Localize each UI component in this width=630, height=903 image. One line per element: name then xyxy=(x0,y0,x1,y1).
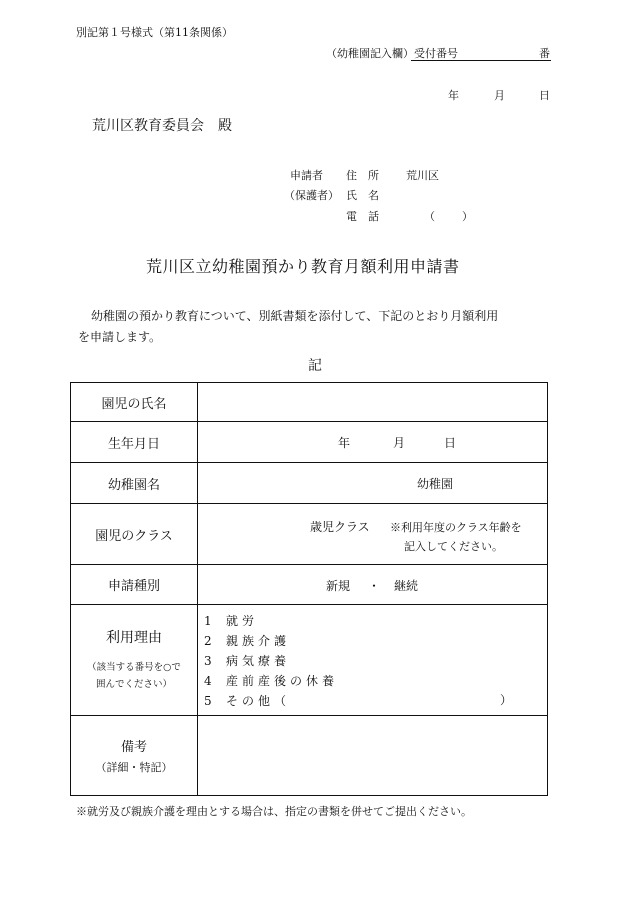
reason-item[interactable]: 2 親族介護 xyxy=(204,634,291,648)
reason-other-close: ） xyxy=(500,693,513,707)
class-field[interactable] xyxy=(198,504,548,565)
row-reason xyxy=(71,605,548,716)
birth-month: 月 xyxy=(393,436,406,450)
remarks-label: 備考 xyxy=(120,740,147,755)
birth-year: 年 xyxy=(338,436,351,450)
remarks-sub: （詳細・特記） xyxy=(95,761,173,774)
reason-field[interactable] xyxy=(198,605,548,716)
address-value[interactable]: 荒川区 xyxy=(406,169,439,182)
kindergarten-label: 幼稚園名 xyxy=(71,463,198,504)
reason-note-1: （該当する番号を○で xyxy=(87,662,181,673)
guardian-label: （保護者） xyxy=(284,189,339,202)
birthdate-label: 生年月日 xyxy=(71,422,198,463)
intro-line-1: 幼稚園の預かり教育について、別紙書類を添付して、下記のとおり月額利用 xyxy=(91,309,499,323)
phone-paren-close: ） xyxy=(462,210,473,223)
type-new[interactable]: 新規 xyxy=(326,579,351,593)
reason-list xyxy=(204,611,338,711)
application-type-label: 申請種別 xyxy=(71,565,198,605)
reason-label-cell xyxy=(71,605,198,716)
phone-paren-open: （ xyxy=(424,210,435,223)
footnote: ※就労及び親族介護を理由とする場合は、指定の書類を併せてご提出ください。 xyxy=(76,805,472,818)
row-child-name xyxy=(71,383,548,422)
ki-heading: 記 xyxy=(308,358,322,374)
row-application-type xyxy=(71,565,548,605)
reception-number-field[interactable] xyxy=(411,60,551,61)
addressee: 荒川区教育委員会 殿 xyxy=(92,118,232,134)
office-use-note xyxy=(326,45,458,61)
application-table xyxy=(70,382,548,796)
number-suffix: 番 xyxy=(539,47,550,60)
class-label: 園児のクラス xyxy=(71,504,198,565)
reason-item[interactable]: 4 産前産後の休養 xyxy=(204,674,339,688)
date-year: 年 xyxy=(448,89,459,102)
type-continue[interactable]: 継続 xyxy=(394,579,419,593)
reception-number-label: （幼稚園記入欄）受付番号 xyxy=(326,47,458,60)
reason-note-2: 囲んでください） xyxy=(95,679,172,690)
row-kindergarten xyxy=(71,463,548,504)
name-label: 氏 名 xyxy=(346,189,379,202)
row-remarks xyxy=(71,716,548,796)
reason-item[interactable]: 3 病気療養 xyxy=(204,654,291,668)
class-suffix: 歳児クラス xyxy=(310,520,370,534)
remarks-label-cell xyxy=(71,716,198,796)
row-birthdate xyxy=(71,422,548,463)
kindergarten-suffix: 幼稚園 xyxy=(417,477,454,491)
birthdate-field[interactable] xyxy=(198,422,548,463)
class-note-1: ※利用年度のクラス年齢を xyxy=(390,521,522,534)
kindergarten-field[interactable] xyxy=(198,463,548,504)
phone-label: 電 話 xyxy=(346,210,379,223)
type-separator: ・ xyxy=(368,579,381,593)
address-label: 住 所 xyxy=(346,169,379,182)
reason-item[interactable]: 5 その他（ xyxy=(204,694,291,708)
intro-line-2: を申請します。 xyxy=(78,330,162,344)
date-day: 日 xyxy=(539,89,550,102)
reason-item[interactable]: 1 就労 xyxy=(204,614,259,628)
child-name-field[interactable] xyxy=(198,383,548,422)
row-class xyxy=(71,504,548,565)
child-name-label: 園児の氏名 xyxy=(71,383,198,422)
applicant-label: 申請者 xyxy=(290,169,323,182)
remarks-field[interactable] xyxy=(198,716,548,796)
date-month: 月 xyxy=(494,89,505,102)
birth-day: 日 xyxy=(444,436,457,450)
form-number: 別記第１号様式（第11条関係） xyxy=(76,26,233,39)
reason-label: 利用理由 xyxy=(106,630,162,646)
document-title: 荒川区立幼稚園預かり教育月額利用申請書 xyxy=(146,257,460,276)
class-note-2: 記入してください。 xyxy=(404,540,503,553)
application-type-field[interactable] xyxy=(198,565,548,605)
